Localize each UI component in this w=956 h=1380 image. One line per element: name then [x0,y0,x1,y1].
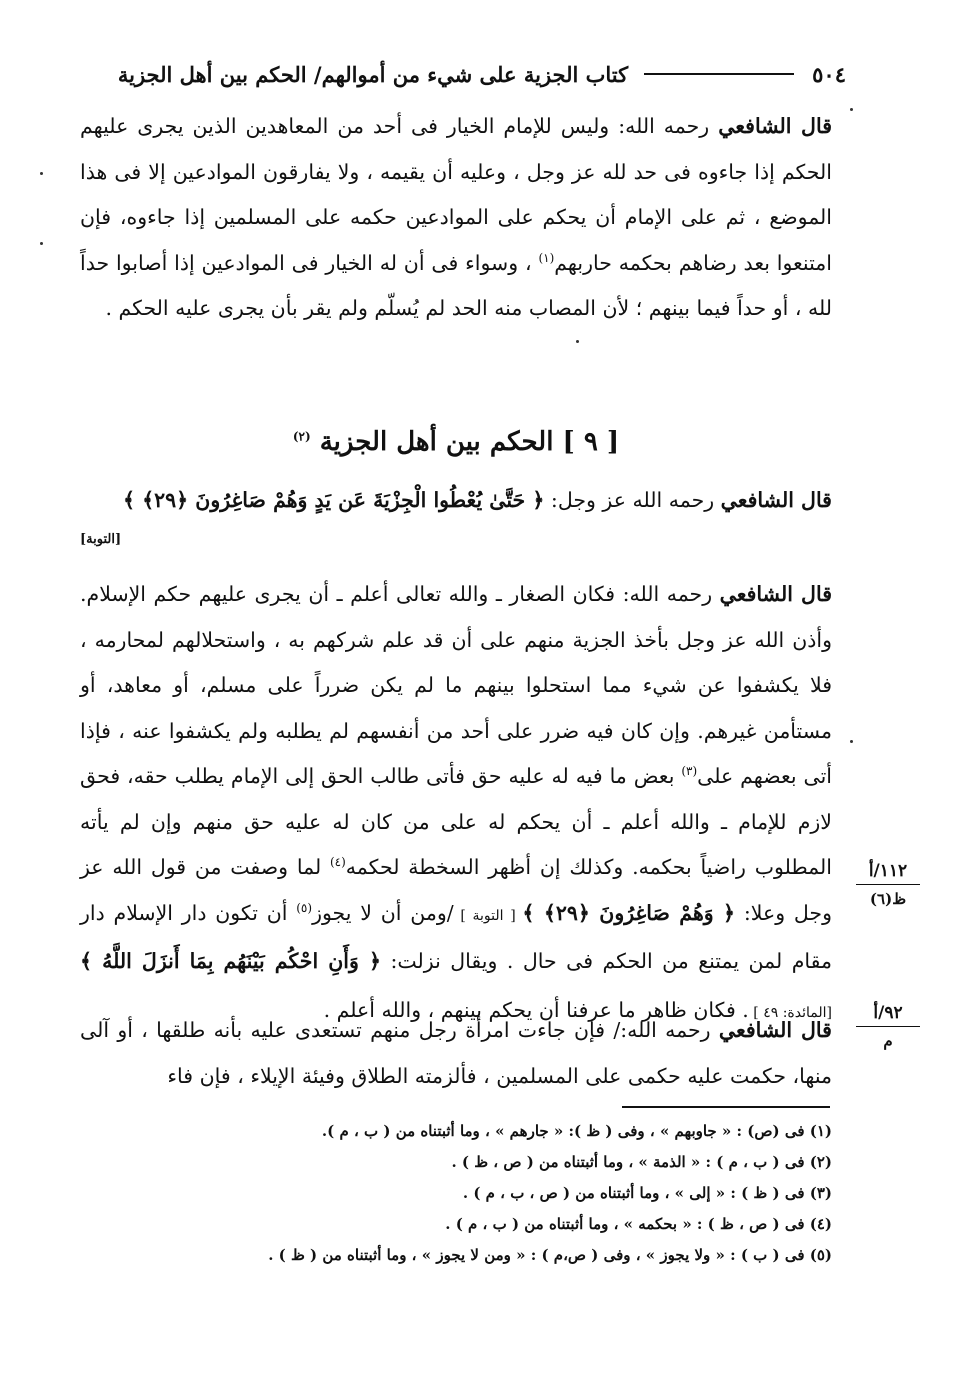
section-heading [80,420,832,464]
header-rule [644,73,794,75]
paragraph-text: رحمه الله عز وجل: [544,488,721,512]
paragraph-text: رحمه الله: وليس للإمام الخيار فى أحد من المعاهدين الذين يجرى عليهم الحكم إذا جاءوه فى حد لله عز وجل ، وعليه أن يقيمه ، ولا يفارقون الموادعين إلا فى هذا الموضع ، ثم على الإمام أن يحكم على الموادعين حكمه على المسلمين إذا جاءوه، فإن امتنعوا بعد رضاهم بحكمه حاربهم [80,114,832,275]
paragraph-text-f: . فكان ظاهر ما عرفنا أن يحكم بينهم ، والله أعلم . [323,997,749,1022]
speaker-name: قال الشافعي [719,582,832,606]
footnote-separator [622,1106,830,1108]
scan-speck [40,242,43,245]
paragraph-1 [80,104,832,332]
paragraph-3 [80,572,832,1036]
verse-reference-1: [ التوبة ] [453,907,523,924]
margin-note-folio: ١١٢/أ [856,860,920,885]
section-heading-text: [ ٩ ] الحكم بين أهل الجزية [319,427,620,457]
margin-note-manuscript-ref [856,1002,920,1052]
speaker-name: قال الشافعي [718,1018,832,1042]
paragraph-text-b: بعض ما فيه له عليه حق فأتى طالب الحق إلى الإمام يطلب حقه، فحق لازم للإمام ـ والله أعلم ـ أن يحكم له على من كان له عليه حق منهم وإن لم يأته المطلوب راضياً بحكمه. وكذلك إن أظهر السخطة لحكمه [80,764,832,879]
verse-reference-2: [المائدة: ٤٩ ] [748,1004,832,1021]
footnote-marker-2: (٢) [292,429,311,444]
quran-verse-2: ﴿ وَأَنِ احْكُم بَيْنَهُم بِمَا أَنزَلَ اللَّهُ ﴾ [80,949,382,973]
footnote-1: (١) فى (ص) : « جاوبهم » ، وفى ( ظ ): « جارهم » ، وما أثبتناه من ( ب ، م ). [321,1122,832,1140]
paragraph-4 [80,1008,832,1099]
verse-reference: [التوبة] [80,532,122,547]
speaker-name: قال الشافعي [720,488,832,512]
footnote-3: (٣) فى ( ظ ) : « إلى » ، وما أثبتناه من ( ص ، ب ، م ) . [462,1184,832,1202]
footnote-marker-3: (٣) [681,764,698,779]
scan-speck [576,340,579,343]
paragraph-text-c: لما وصفت من قول الله عز وجل وعلا: [80,855,832,925]
margin-note-siglum: م [883,1032,893,1050]
margin-note-siglum: ظ(٦) [869,890,907,908]
margin-note-manuscript-ref [856,860,920,910]
paragraph-text-a: رحمه الله: فكان الصغار ـ والله تعالى أعلم ـ أن يجرى عليهم حكم الإسلام. وأذن الله عز وجل بأخذ الجزية منهم على أن قد علم شركهم به ، واستحلالهم لمحارمه ، فلا يكشفوا عن شيء مما استحلوا بينهم ما لم يكن ضرراً على مسلم، أو معاهد، أو مستأمن غيرهم. وإن كان فيه ضرر على أحد من أنفسهم لم يطلبه ولم يكشفوا عنه ، فإذا أتى بعضهم على [80,582,832,788]
footnote-4: (٤) فى ( ص ، ظ ) : « بحكمه » ، وما أثبتناه من ( ب ، م ) . [445,1215,832,1233]
speaker-name: قال الشافعي [718,114,832,138]
running-header [84,56,846,92]
quran-verse-1: ﴿ وَهُمْ صَاغِرُونَ ﴿٢٩﴾ ﴾ [522,900,736,925]
scan-speck [850,740,853,743]
running-title: كتاب الجزية على شيء من أموالهم/ الحكم بين أهل الجزية [117,61,629,87]
scan-speck [850,108,853,111]
paragraph-text-continued: ، وسواء فى أن له الخيار فى الموادعين إذا أصابوا حداً لله ، أو حداً فيما بينهم ؛ لأن المصاب منه الحد لم يُسلّم ولم يقر بأن يجرى عليه الحكم . [80,250,832,320]
paragraph-text-d: /ومن أن لا يجوز [312,900,454,925]
paragraph-text: رحمه الله:/ فإن جاءت امرأة رجل منهم تستعدى عليه بأنه طلقها ، أو آلى منها، حكمت عليه حكمى على المسلمين ، فألزمته الطلاق وفيئة الإيلاء ، فإن فاء [80,1018,832,1088]
scan-speck [40,172,43,175]
margin-note-folio: ٩٢/أ [856,1002,920,1027]
page-number: ٥٠٤ [812,61,846,87]
footnote-5: (٥) فى ( ب ) : « ولا يجوز » ، وفى ( ص،م ) : « ومن لا يجوز » ، وما أثبتناه من ( ظ ) . [268,1246,832,1264]
quran-verse: ﴿ حَتَّىٰ يُعْطُوا الْجِزْيَةَ عَن يَدٍ وَهُمْ صَاغِرُونَ ﴿٢٩﴾ ﴾ [122,488,545,512]
footnote-marker-4: (٤) [329,855,346,870]
footnotes [80,1116,832,1271]
footnote-marker-5: (٥) [296,900,313,915]
footnote-marker-1: (١) [538,250,555,265]
paragraph-2 [80,478,832,524]
footnote-2: (٢) فى ( ب ، م ) : « الذمة » ، وما أثبتناه من ( ص ، ظ ) . [451,1153,832,1171]
paragraph-text-e: أن تكون دار الإسلام دار مقام لمن يمتنع من الحكم فى حال . ويقال نزلت: [80,900,832,973]
